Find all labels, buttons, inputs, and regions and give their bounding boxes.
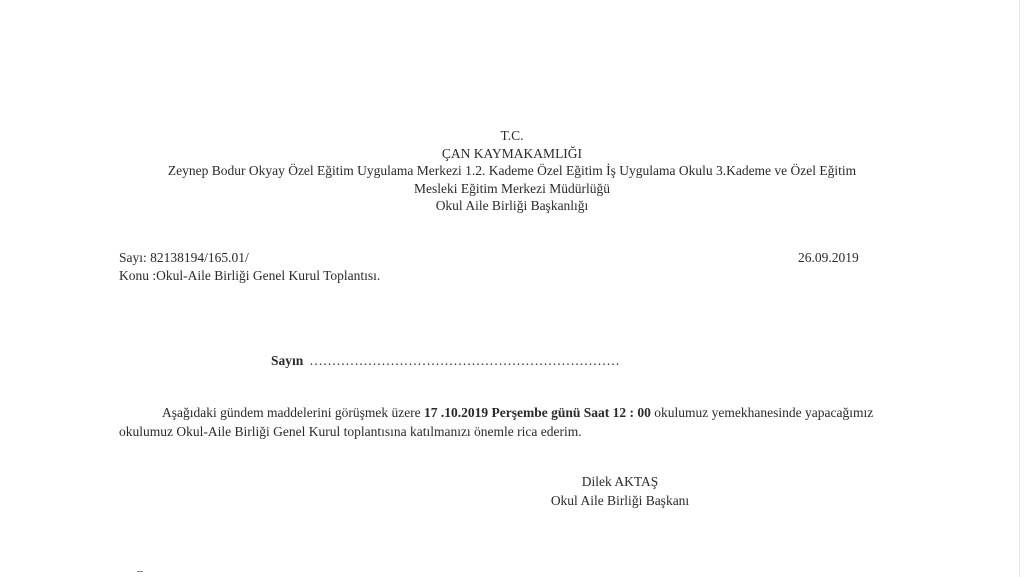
reference-number: Sayı: 82138194/165.01/ <box>119 250 249 265</box>
salutation-dots: …………………………………………………………… <box>309 353 620 368</box>
scan-edge-line <box>1019 0 1020 577</box>
signatory-title: Okul Aile Birliği Başkanı <box>550 493 690 508</box>
header-kaymakamlik: ÇAN KAYMAKAMLIĞI <box>441 145 583 161</box>
signature-block <box>540 472 700 510</box>
scan-mark <box>137 571 143 575</box>
subject-line: Konu :Okul-Aile Birliği Genel Kurul Toplantısı. <box>119 267 381 283</box>
header-association: Okul Aile Birliği Başkanlığı <box>435 198 589 213</box>
salutation-label: Sayın <box>271 353 304 368</box>
header-directorate: Mesleki Eğitim Merkezi Müdürlüğü <box>413 180 611 196</box>
salutation <box>271 353 620 369</box>
header-school-name: Zeynep Bodur Okyay Özel Eğitim Uygulama Merkezi 1.2. Kademe Özel Eğitim İş Uygulama Okulu 3.Kademe ve Özel Eğitim <box>167 163 857 178</box>
meeting-datetime: 17 .10.2019 Perşembe günü Saat 12 : 00 <box>424 405 651 420</box>
signatory-name: Dilek AKTAŞ <box>581 474 659 489</box>
document-date: 26.09.2019 <box>798 250 859 265</box>
reference-block <box>119 249 380 284</box>
body-text-part2: okulumuz yemekhanesinde yapacağımız okulumuz Okul-Aile Birliği Genel Kurul toplantısına katılmanızı önemle rica ederim. <box>119 405 874 439</box>
header-tc: T.C. <box>500 128 524 143</box>
body-text-part1: Aşağıdaki gündem maddelerini görüşmek üzere <box>162 405 425 420</box>
letter-body <box>119 403 909 441</box>
letterhead <box>0 127 1024 215</box>
